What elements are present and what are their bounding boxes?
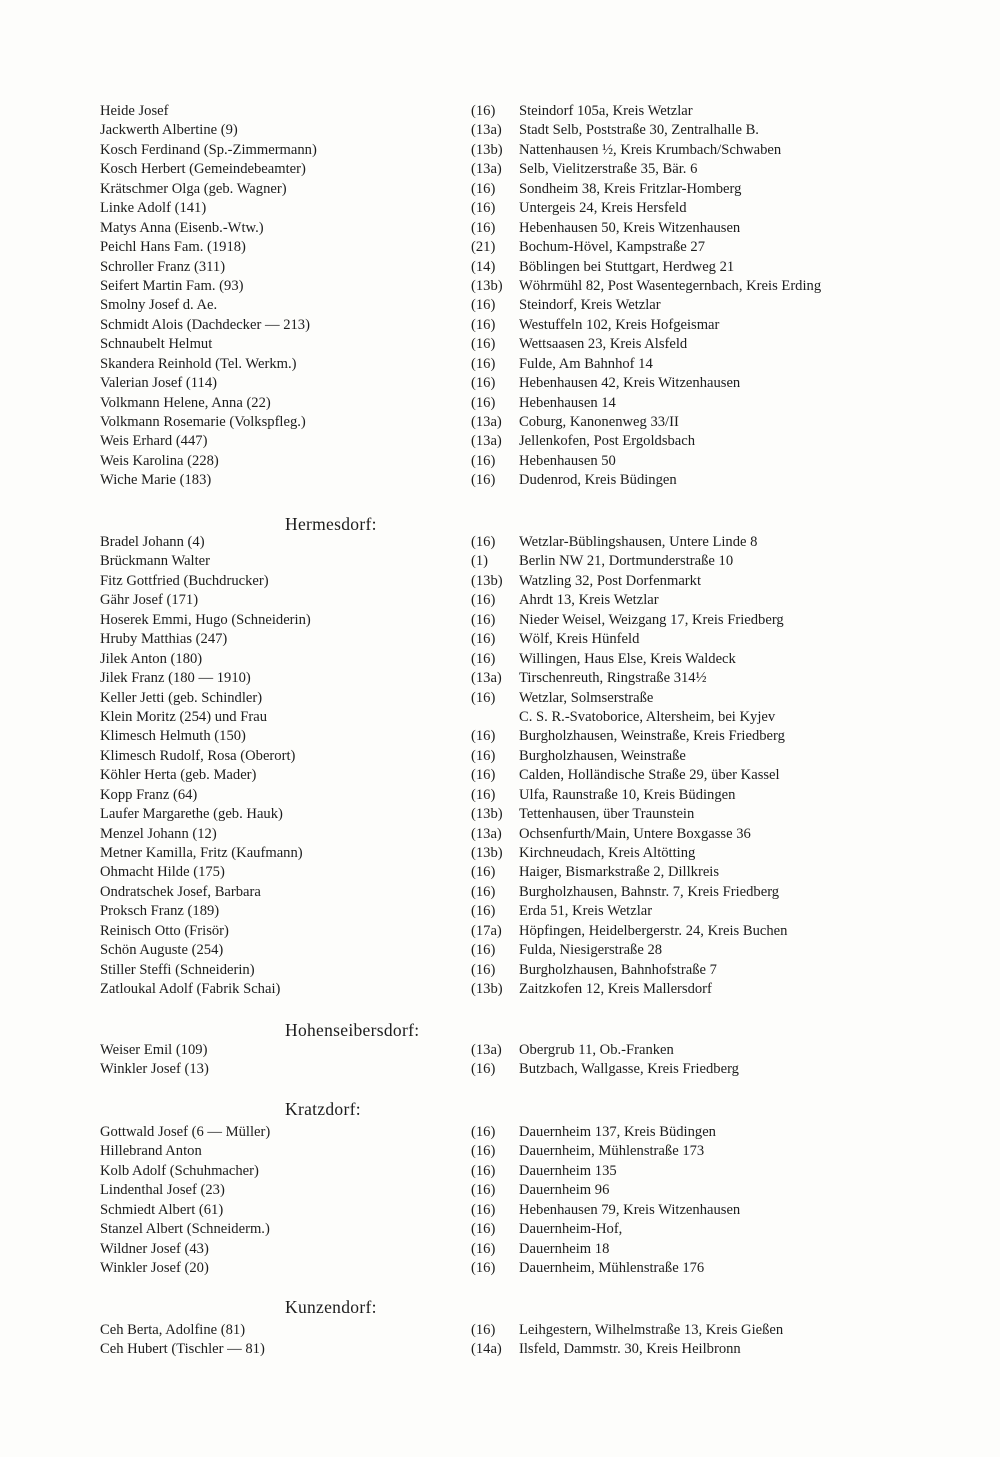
address: Untergeis 24, Kreis Hersfeld <box>519 200 687 217</box>
address: Selb, Vielitzerstraße 35, Bär. 6 <box>519 161 698 178</box>
section-kratzdorf <box>0 1123 1000 1279</box>
person-name: Smolny Josef d. Ae. <box>100 297 218 314</box>
directory-entry <box>0 1240 1000 1259</box>
directory-entry <box>0 160 1000 179</box>
person-name: Jackwerth Albertine (9) <box>100 122 238 139</box>
person-name: Kopp Franz (64) <box>100 786 198 803</box>
directory-entry <box>0 471 1000 490</box>
address: Ahrdt 13, Kreis Wetzlar <box>519 592 659 609</box>
address: Burgholzhausen, Bahnhofstraße 7 <box>519 961 717 978</box>
section-hohenseibersdorf <box>0 1041 1000 1080</box>
address: Stadt Selb, Poststraße 30, Zentralhalle B. <box>519 122 759 139</box>
address: Kirchneudach, Kreis Altötting <box>519 845 696 861</box>
person-name: Winkler Josef (20) <box>100 1260 209 1277</box>
postal-zone-code: (16) <box>471 942 496 959</box>
directory-entry <box>0 238 1000 257</box>
person-name: Hillebrand Anton <box>100 1143 202 1160</box>
postal-zone-code: (16) <box>471 1322 496 1338</box>
postal-zone-code: (13a) <box>471 433 502 450</box>
postal-zone-code: (16) <box>471 728 496 745</box>
postal-zone-code: (16) <box>471 375 496 392</box>
person-name: Keller Jetti (geb. Schindler) <box>100 689 263 706</box>
directory-entry <box>0 747 1000 766</box>
address: Wölf, Kreis Hünfeld <box>519 631 640 648</box>
directory-entry <box>0 650 1000 669</box>
address: Berlin NW 21, Dortmunderstraße 10 <box>519 553 734 570</box>
person-name: Weiser Emil (109) <box>100 1042 208 1058</box>
address: Dauernheim 137, Kreis Büdingen <box>519 1124 716 1140</box>
address: Tettenhausen, über Traunstein <box>519 806 695 823</box>
person-name: Schroller Franz (311) <box>100 258 226 275</box>
person-name: Wiche Marie (183) <box>100 472 212 489</box>
postal-zone-code: (17a) <box>471 922 502 939</box>
address: Dauernheim 18 <box>519 1240 610 1257</box>
address: Burgholzhausen, Weinstraße <box>519 747 686 764</box>
person-name: Ceh Hubert (Tischler — 81) <box>100 1341 265 1358</box>
postal-zone-code: (13a) <box>471 825 502 842</box>
postal-zone-code: (16) <box>471 472 496 489</box>
directory-entry <box>0 825 1000 844</box>
person-name: Bradel Johann (4) <box>100 534 205 550</box>
address: Burgholzhausen, Bahnstr. 7, Kreis Friedberg <box>519 883 780 900</box>
address: Fulde, Am Bahnhof 14 <box>519 355 653 372</box>
postal-zone-code: (13b) <box>471 572 503 589</box>
directory-entry <box>0 1060 1000 1079</box>
person-name: Ohmacht Hilde (175) <box>100 864 225 881</box>
directory-entry <box>0 355 1000 374</box>
postal-zone-code: (16) <box>471 747 496 764</box>
postal-zone-code: (16) <box>471 200 496 217</box>
person-name: Metner Kamilla, Fritz (Kaufmann) <box>100 845 303 861</box>
directory-entry <box>0 1123 1000 1142</box>
address: Dauernheim 96 <box>519 1182 610 1199</box>
directory-entry <box>0 1220 1000 1239</box>
postal-zone-code: (16) <box>471 592 496 609</box>
address: Nattenhausen ½, Kreis Krumbach/Schwaben <box>519 141 782 158</box>
postal-zone-code: (16) <box>471 650 496 667</box>
postal-zone-code: (16) <box>471 883 496 900</box>
person-name: Klimesch Rudolf, Rosa (Oberort) <box>100 747 296 764</box>
postal-zone-code: (13a) <box>471 1042 502 1058</box>
address: Haiger, Bismarkstraße 2, Dillkreis <box>519 864 720 881</box>
postal-zone-code: (13b) <box>471 806 503 823</box>
address: Wettsaasen 23, Kreis Alsfeld <box>519 336 688 353</box>
directory-entry <box>0 102 1000 121</box>
person-name: Skandera Reinhold (Tel. Werkm.) <box>100 355 297 372</box>
postal-zone-code: (14) <box>471 258 496 275</box>
directory-entry <box>0 1162 1000 1181</box>
postal-zone-code: (16) <box>471 903 496 920</box>
address: Wöhrmühl 82, Post Wasentegernbach, Kreis Erding <box>519 277 822 294</box>
address: Calden, Holländische Straße 29, über Kassel <box>519 767 780 784</box>
address: Dauernheim, Mühlenstraße 173 <box>519 1143 705 1160</box>
person-name: Valerian Josef (114) <box>100 375 217 392</box>
person-name: Zatloukal Adolf (Fabrik Schai) <box>100 981 281 998</box>
postal-zone-code: (13a) <box>471 670 502 687</box>
postal-zone-code: (16) <box>471 864 496 881</box>
postal-zone-code: (16) <box>471 297 496 314</box>
directory-entry <box>0 1181 1000 1200</box>
person-name: Laufer Margarethe (geb. Hauk) <box>100 806 283 823</box>
postal-zone-code: (16) <box>471 1143 496 1160</box>
postal-zone-code: (16) <box>471 611 496 628</box>
postal-zone-code: (16) <box>471 1124 496 1140</box>
address: Ochsenfurth/Main, Untere Boxgasse 36 <box>519 825 751 842</box>
person-name: Weis Karolina (228) <box>100 452 219 469</box>
address: Ilsfeld, Dammstr. 30, Kreis Heilbronn <box>519 1341 741 1358</box>
directory-entry <box>0 121 1000 140</box>
directory-entry <box>0 591 1000 610</box>
postal-zone-code: (16) <box>471 336 496 353</box>
directory-entry <box>0 452 1000 471</box>
address: Hebenhausen 42, Kreis Witzenhausen <box>519 375 741 392</box>
person-name: Volkmann Helene, Anna (22) <box>100 394 271 411</box>
address: Watzling 32, Post Dorfenmarkt <box>519 572 702 589</box>
address: Dauernheim-Hof, <box>519 1221 623 1238</box>
person-name: Gottwald Josef (6 — Müller) <box>100 1124 271 1140</box>
directory-entry <box>0 727 1000 746</box>
address: Butzbach, Wallgasse, Kreis Friedberg <box>519 1061 739 1078</box>
postal-zone-code: (16) <box>471 1182 496 1199</box>
address: Jellenkofen, Post Ergoldsbach <box>519 433 696 450</box>
postal-zone-code: (16) <box>471 103 496 119</box>
postal-zone-code: (13b) <box>471 277 503 294</box>
address: Steindorf 105a, Kreis Wetzlar <box>519 103 693 119</box>
address: Wetzlar, Solmserstraße <box>519 689 654 706</box>
person-name: Schnaubelt Helmut <box>100 336 213 353</box>
address: Höpfingen, Heidelbergerstr. 24, Kreis Buchen <box>519 922 788 939</box>
address: Steindorf, Kreis Wetzlar <box>519 297 661 314</box>
postal-zone-code: (16) <box>471 767 496 784</box>
address: Tirschenreuth, Ringstraße 314½ <box>519 670 707 687</box>
directory-entry <box>0 863 1000 882</box>
directory-entry <box>0 552 1000 571</box>
directory-entry <box>0 141 1000 160</box>
directory-entry <box>0 258 1000 277</box>
directory-entry <box>0 689 1000 708</box>
postal-zone-code: (16) <box>471 1260 496 1277</box>
address: C. S. R.-Svatoborice, Altersheim, bei Kyjev <box>519 708 776 725</box>
person-name: Gähr Josef (171) <box>100 592 199 609</box>
directory-entry <box>0 902 1000 921</box>
postal-zone-code: (16) <box>471 452 496 469</box>
postal-zone-code: (16) <box>471 1061 496 1078</box>
directory-entry <box>0 844 1000 863</box>
postal-zone-code: (13a) <box>471 122 502 139</box>
person-name: Ceh Berta, Adolfine (81) <box>100 1322 246 1338</box>
directory-entry <box>0 572 1000 591</box>
directory-entry <box>0 883 1000 902</box>
postal-zone-code: (13a) <box>471 161 502 178</box>
person-name: Klimesch Helmuth (150) <box>100 728 246 745</box>
person-name: Hoserek Emmi, Hugo (Schneiderin) <box>100 611 311 628</box>
person-name: Schmiedt Albert (61) <box>100 1201 224 1218</box>
directory-entry <box>0 1259 1000 1278</box>
address: Westuffeln 102, Kreis Hofgeismar <box>519 316 720 333</box>
postal-zone-code: (16) <box>471 786 496 803</box>
postal-zone-code: (16) <box>471 394 496 411</box>
address: Hebenhausen 79, Kreis Witzenhausen <box>519 1201 741 1218</box>
directory-entry <box>0 1321 1000 1340</box>
postal-zone-code: (16) <box>471 961 496 978</box>
person-name: Krätschmer Olga (geb. Wagner) <box>100 180 287 197</box>
directory-entry <box>0 786 1000 805</box>
postal-zone-code: (16) <box>471 1201 496 1218</box>
directory-entry <box>0 394 1000 413</box>
person-name: Winkler Josef (13) <box>100 1061 209 1078</box>
directory-entry <box>0 374 1000 393</box>
section-hermesdorf <box>0 533 1000 1000</box>
address: Dudenrod, Kreis Büdingen <box>519 472 677 489</box>
postal-zone-code: (14a) <box>471 1341 502 1358</box>
postal-zone-code: (16) <box>471 1162 496 1179</box>
postal-zone-code: (13b) <box>471 845 503 861</box>
postal-zone-code: (13a) <box>471 414 502 430</box>
person-name: Menzel Johann (12) <box>100 825 217 842</box>
address: Leihgestern, Wilhelmstraße 13, Kreis Gießen <box>519 1322 784 1338</box>
person-name: Jilek Franz (180 — 1910) <box>100 670 251 687</box>
person-name: Lindenthal Josef (23) <box>100 1182 225 1199</box>
directory-entry <box>0 708 1000 727</box>
section-heading-hohenseibersdorf: Hohenseibersdorf: <box>285 1020 420 1040</box>
section-heading-kunzendorf: Kunzendorf: <box>285 1297 377 1317</box>
address: Hebenhausen 14 <box>519 394 616 411</box>
directory-entry <box>0 432 1000 451</box>
directory-entry <box>0 316 1000 335</box>
address: Sondheim 38, Kreis Fritzlar-Homberg <box>519 180 742 197</box>
address: Obergrub 11, Ob.-Franken <box>519 1042 674 1058</box>
address: Dauernheim 135 <box>519 1162 617 1179</box>
section-heading-kratzdorf: Kratzdorf: <box>285 1099 361 1119</box>
address: Wetzlar-Büblingshausen, Untere Linde 8 <box>519 534 758 550</box>
directory-entry <box>0 413 1000 432</box>
postal-zone-code: (16) <box>471 631 496 648</box>
directory-entry <box>0 922 1000 941</box>
postal-zone-code: (21) <box>471 239 496 256</box>
person-name: Jilek Anton (180) <box>100 650 203 667</box>
address: Böblingen bei Stuttgart, Herdweg 21 <box>519 258 735 275</box>
address: Dauernheim, Mühlenstraße 176 <box>519 1260 705 1277</box>
address: Ulfa, Raunstraße 10, Kreis Büdingen <box>519 786 736 803</box>
postal-zone-code: (13b) <box>471 141 503 158</box>
postal-zone-code: (16) <box>471 1221 496 1238</box>
person-name: Weis Erhard (447) <box>100 433 208 450</box>
address: Willingen, Haus Else, Kreis Waldeck <box>519 650 736 667</box>
directory-entry <box>0 611 1000 630</box>
section-continuation <box>0 102 1000 491</box>
person-name: Stiller Steffi (Schneiderin) <box>100 961 255 978</box>
address: Hebenhausen 50, Kreis Witzenhausen <box>519 219 741 236</box>
directory-entry <box>0 296 1000 315</box>
directory-entry <box>0 766 1000 785</box>
directory-entry <box>0 669 1000 688</box>
person-name: Matys Anna (Eisenb.-Wtw.) <box>100 219 264 236</box>
postal-zone-code: (16) <box>471 355 496 372</box>
directory-entry <box>0 980 1000 999</box>
person-name: Köhler Herta (geb. Mader) <box>100 767 257 784</box>
person-name: Kosch Ferdinand (Sp.-Zimmermann) <box>100 141 317 158</box>
address: Bochum-Hövel, Kampstraße 27 <box>519 239 706 256</box>
section-kunzendorf <box>0 1321 1000 1360</box>
postal-zone-code: (16) <box>471 534 496 550</box>
postal-zone-code: (16) <box>471 1240 496 1257</box>
postal-zone-code: (16) <box>471 689 496 706</box>
person-name: Brückmann Walter <box>100 553 211 570</box>
person-name: Volkmann Rosemarie (Volkspfleg.) <box>100 414 306 430</box>
address: Erda 51, Kreis Wetzlar <box>519 903 653 920</box>
directory-entry <box>0 941 1000 960</box>
person-name: Fitz Gottfried (Buchdrucker) <box>100 572 269 589</box>
address: Nieder Weisel, Weizgang 17, Kreis Friedberg <box>519 611 784 628</box>
directory-entry <box>0 630 1000 649</box>
directory-entry <box>0 335 1000 354</box>
person-name: Schön Auguste (254) <box>100 942 224 959</box>
postal-zone-code: (1) <box>471 553 489 570</box>
postal-zone-code: (16) <box>471 316 496 333</box>
postal-zone-code: (16) <box>471 219 496 236</box>
person-name: Peichl Hans Fam. (1918) <box>100 239 246 256</box>
person-name: Kolb Adolf (Schuhmacher) <box>100 1162 259 1179</box>
directory-entry <box>0 1142 1000 1161</box>
directory-entry <box>0 1041 1000 1060</box>
person-name: Hruby Matthias (247) <box>100 631 228 648</box>
directory-entry <box>0 219 1000 238</box>
person-name: Klein Moritz (254) und Frau <box>100 708 267 725</box>
address: Coburg, Kanonenweg 33/II <box>519 414 679 430</box>
person-name: Kosch Herbert (Gemeindebeamter) <box>100 161 306 178</box>
person-name: Reinisch Otto (Frisör) <box>100 922 229 939</box>
person-name: Heide Josef <box>100 103 169 119</box>
directory-entry <box>0 1340 1000 1359</box>
directory-entry <box>0 1201 1000 1220</box>
person-name: Wildner Josef (43) <box>100 1240 209 1257</box>
address: Burgholzhausen, Weinstraße, Kreis Friedberg <box>519 728 785 745</box>
directory-entry <box>0 277 1000 296</box>
section-heading-hermesdorf: Hermesdorf: <box>285 514 377 534</box>
person-name: Proksch Franz (189) <box>100 903 220 920</box>
directory-entry <box>0 533 1000 552</box>
directory-entry <box>0 805 1000 824</box>
directory-entry <box>0 199 1000 218</box>
directory-entry <box>0 961 1000 980</box>
person-name: Schmidt Alois (Dachdecker — 213) <box>100 316 310 333</box>
person-name: Stanzel Albert (Schneiderm.) <box>100 1221 270 1238</box>
person-name: Ondratschek Josef, Barbara <box>100 883 261 900</box>
postal-zone-code: (13b) <box>471 981 503 998</box>
postal-zone-code: (16) <box>471 180 496 197</box>
person-name: Linke Adolf (141) <box>100 200 207 217</box>
person-name: Seifert Martin Fam. (93) <box>100 277 244 294</box>
address: Fulda, Niesigerstraße 28 <box>519 942 663 959</box>
address: Zaitzkofen 12, Kreis Mallersdorf <box>519 981 712 998</box>
address: Hebenhausen 50 <box>519 452 616 469</box>
directory-entry <box>0 180 1000 199</box>
